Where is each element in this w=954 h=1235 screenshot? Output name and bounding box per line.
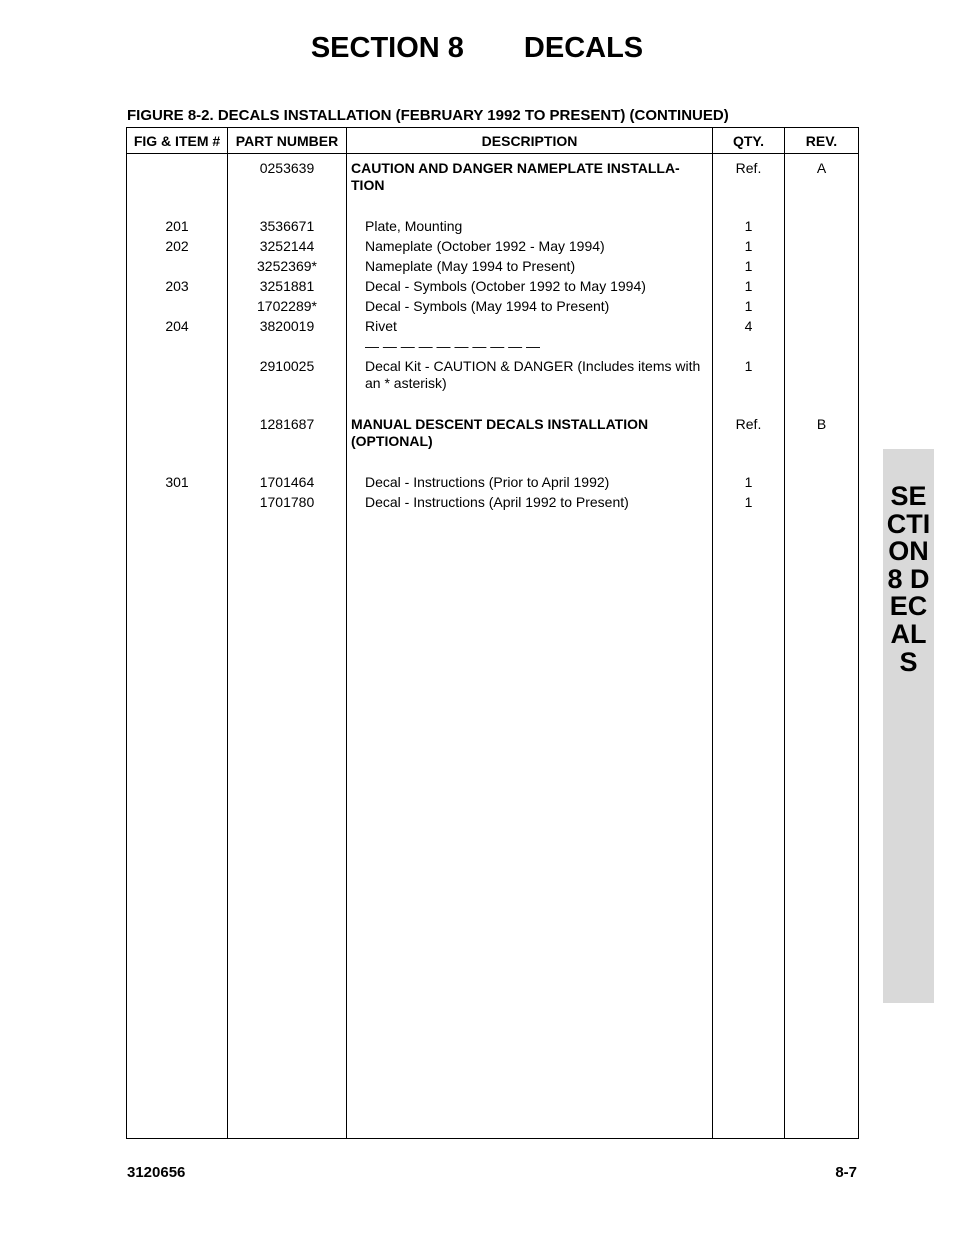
row-4-fig: 203	[165, 278, 189, 294]
row-0-rev: A	[816, 160, 827, 176]
row-0-part: 0253639	[259, 160, 315, 176]
row-0-desc: CAUTION AND DANGER NAMEPLATE INSTALLA- TION	[351, 160, 680, 193]
row-7-desc: — — — — — — — — — —	[365, 338, 541, 354]
row-3-qty: 1	[744, 258, 753, 274]
row-5-desc: Decal - Symbols (May 1994 to Present)	[365, 298, 610, 314]
row-10-desc: Decal - Instructions (Prior to April 1992)	[365, 474, 610, 490]
row-4-qty: 1	[744, 278, 753, 294]
row-6-desc: Rivet	[365, 318, 397, 334]
figure-title: FIGURE 8-2. DECALS INSTALLATION (FEBRUARY 1992 TO PRESENT) (CONTINUED)	[127, 107, 729, 124]
row-2-part: 3252144	[259, 238, 315, 254]
row-7-rev	[785, 338, 858, 358]
row-9-rev: B	[816, 416, 827, 432]
row-11-desc: Decal - Instructions (April 1992 to Present)	[365, 494, 629, 510]
row-1-qty: 1	[744, 218, 753, 234]
row-7-qty	[713, 338, 784, 358]
row-8-desc: Decal Kit - CAUTION & DANGER (Includes items with an * asterisk)	[365, 358, 701, 391]
table-header-row	[127, 128, 859, 154]
row-6-fig: 204	[165, 318, 189, 334]
row-8-rev	[785, 358, 858, 416]
row-3-desc: Nameplate (May 1994 to Present)	[365, 258, 576, 274]
row-10-part: 1701464	[259, 474, 315, 490]
row-9-part: 1281687	[259, 416, 315, 432]
desc-column	[347, 154, 713, 1139]
page-header	[0, 32, 954, 65]
col-header-rev: REV.	[785, 128, 859, 154]
section-label: SECTION 8	[310, 32, 464, 64]
row-11-qty: 1	[744, 494, 753, 510]
section-title: DECALS	[523, 32, 644, 64]
row-8-part: 2910025	[259, 358, 315, 374]
fig-column	[127, 154, 228, 1139]
rev-column	[785, 154, 859, 1139]
row-5-fig	[127, 298, 227, 318]
row-3-part: 3252369*	[257, 258, 317, 274]
part-column	[228, 154, 347, 1139]
row-5-qty: 1	[744, 298, 753, 314]
row-6-part: 3820019	[259, 318, 315, 334]
qty-column	[713, 154, 785, 1139]
row-0-fig	[127, 160, 227, 218]
row-7-fig	[127, 338, 227, 358]
document-number: 3120656	[127, 1164, 186, 1181]
row-4-rev	[785, 278, 858, 298]
row-3-rev	[785, 258, 858, 278]
row-11-part: 1701780	[259, 494, 315, 510]
row-2-rev	[785, 238, 858, 258]
row-0-qty: Ref.	[735, 160, 762, 176]
section-side-tab	[883, 449, 937, 1003]
row-4-desc: Decal - Symbols (October 1992 to May 1994)	[365, 278, 646, 294]
col-header-part: PART NUMBER	[228, 128, 347, 154]
page-number: 8-7	[835, 1164, 857, 1181]
row-8-qty: 1	[744, 358, 753, 374]
row-1-rev	[785, 218, 858, 238]
row-11-rev	[785, 494, 858, 514]
row-8-fig	[127, 358, 227, 416]
row-1-desc: Plate, Mounting	[365, 218, 463, 234]
row-2-fig: 202	[165, 238, 189, 254]
parts-table	[126, 127, 859, 1139]
row-6-rev	[785, 318, 858, 338]
row-5-part: 1702289*	[257, 298, 317, 314]
row-5-rev	[785, 298, 858, 318]
row-9-qty: Ref.	[735, 416, 762, 432]
col-header-desc: DESCRIPTION	[347, 128, 713, 154]
row-3-fig	[127, 258, 227, 278]
row-7-part	[228, 338, 346, 358]
side-tab-text: SECTION 8 DECALS	[886, 481, 937, 677]
row-9-fig	[127, 416, 227, 474]
row-10-rev	[785, 474, 858, 494]
row-11-fig	[127, 494, 227, 514]
col-header-fig: FIG & ITEM #	[127, 128, 228, 154]
col-header-qty: QTY.	[713, 128, 785, 154]
row-10-qty: 1	[744, 474, 753, 490]
row-6-qty: 4	[744, 318, 753, 334]
row-10-fig: 301	[165, 474, 189, 490]
row-2-qty: 1	[744, 238, 753, 254]
row-1-part: 3536671	[259, 218, 315, 234]
row-1-fig: 201	[165, 218, 189, 234]
row-4-part: 3251881	[259, 278, 315, 294]
row-9-desc: MANUAL DESCENT DECALS INSTALLATION (OPTIONAL)	[351, 416, 649, 449]
row-2-desc: Nameplate (October 1992 - May 1994)	[365, 238, 605, 254]
